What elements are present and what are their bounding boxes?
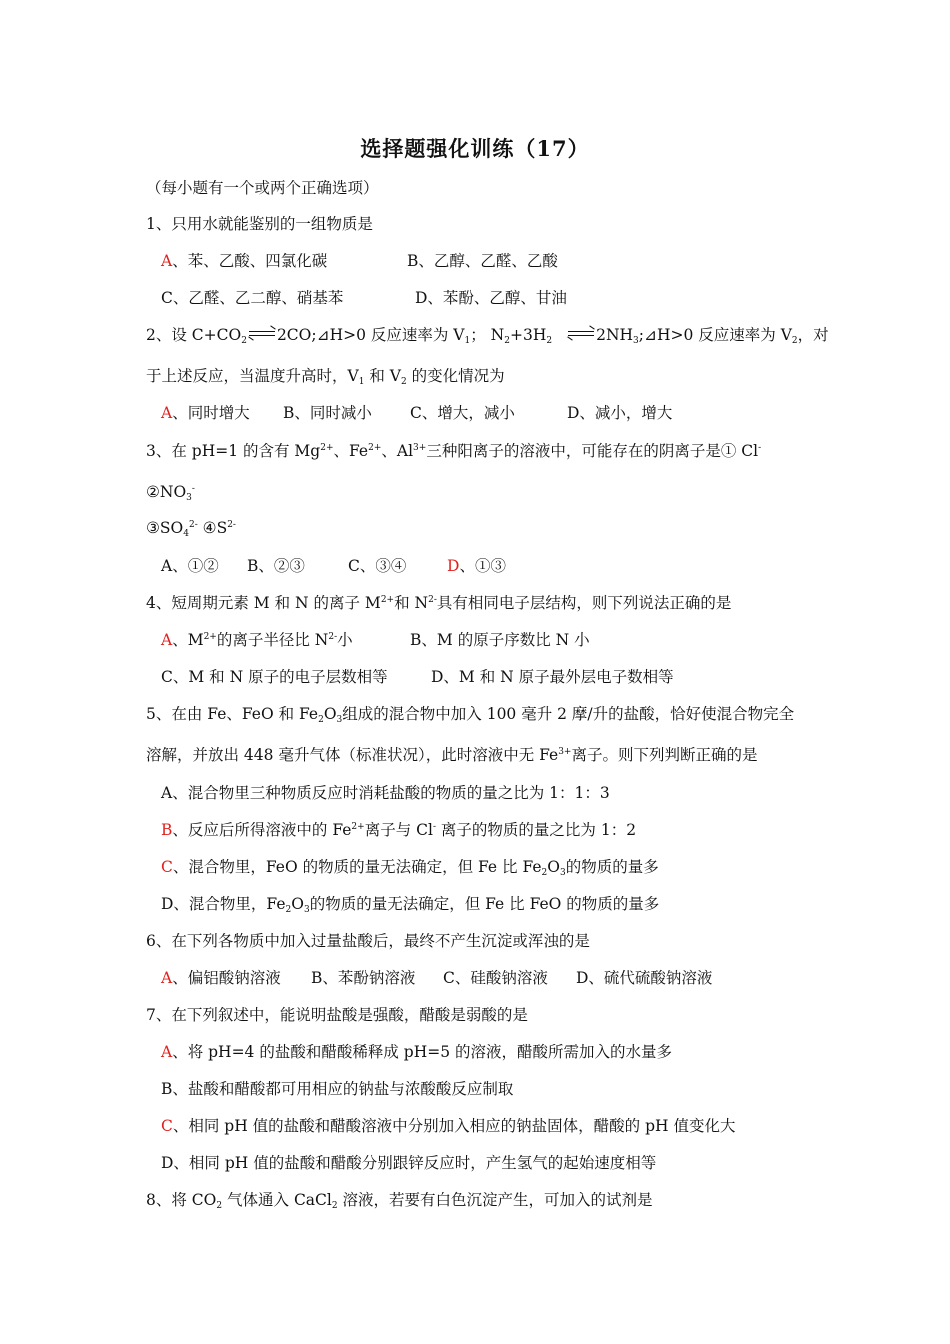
q5-subscript: 3 — [303, 905, 310, 915]
q6-option-b: B、苯酚钠溶液 — [311, 969, 416, 987]
q4-option-a-text: 小 — [337, 631, 353, 649]
q1-option-d: D、苯酚、乙醇、甘油 — [415, 289, 567, 307]
q3-superscript: 2- — [227, 520, 236, 530]
reversible-arrow-icon — [249, 329, 275, 339]
question-2-stem-line2 — [146, 366, 505, 386]
q5-option-b-text: 离子的物质的量之比为 1：2 — [435, 821, 637, 839]
q2-text: 2CO;⊿H>0 反应速率为 V — [276, 326, 465, 344]
q6-option-d: D、硫代硫酸钠溶液 — [576, 969, 713, 987]
q6-option-a-letter: A — [161, 969, 173, 987]
q2-subscript: 1 — [464, 336, 471, 346]
q2-option-c: C、增大，减小 — [410, 404, 515, 422]
q3-superscript: 2+ — [320, 443, 334, 453]
q4-text: 和 N — [394, 594, 429, 612]
q8-text: 溶液，若要有白色沉淀产生，可加入的试剂是 — [337, 1191, 653, 1209]
q1-option-a-text: 、苯、乙酸、四氯化碳 — [172, 252, 328, 270]
q2-text: +3H — [509, 326, 547, 344]
q4-superscript: 2- — [328, 632, 338, 642]
q4-option-a-letter: A — [161, 631, 173, 649]
question-4-stem — [146, 593, 731, 613]
q4-option-a-text: 、M — [172, 631, 204, 649]
q5-option-b-letter: B — [161, 821, 173, 839]
q3-text: 3、在 pH=1 的含有 Mg — [146, 442, 321, 460]
q3-text: 、Fe — [333, 442, 369, 460]
q3-superscript: - — [191, 484, 195, 494]
q5-text: 组成的混合物中加入 100 毫升 2 摩/升的盐酸，恰好使混合物完全 — [342, 705, 795, 723]
q3-superscript: 2+ — [368, 443, 382, 453]
q8-subscript: 2 — [216, 1201, 223, 1211]
q3-superscript: - — [758, 443, 762, 453]
q2-option-d: D、减小，增大 — [567, 404, 673, 422]
q5-option-c-text: O — [547, 858, 560, 876]
q3-option-c: C、③④ — [348, 557, 407, 575]
q3-superscript: 3+ — [413, 443, 427, 453]
q2-text: 于上述反应，当温度升高时，V — [146, 367, 359, 385]
q2-text: ，对 — [797, 326, 829, 344]
q2-text: ;⊿H>0 反应速率为 V — [638, 326, 792, 344]
question-5-stem-line2 — [146, 745, 758, 765]
q8-text: 8、将 CO — [146, 1191, 217, 1209]
q5-subscript: 3 — [559, 868, 566, 878]
q5-superscript: 2+ — [351, 822, 365, 832]
q5-subscript: 3 — [336, 715, 343, 725]
q3-subscript: 3 — [186, 493, 192, 503]
q2-subscript: 2 — [546, 336, 553, 346]
q5-option-d-text: 的物质的量无法确定，但 Fe 比 FeO 的物质的量多 — [309, 895, 660, 913]
question-5-stem-line1 — [146, 704, 794, 724]
question-7-option-b: B、盐酸和醋酸都可用相应的钠盐与浓酸酸反应制取 — [161, 1080, 514, 1098]
q2-subscript: 1 — [358, 377, 365, 387]
question-7-stem: 7、在下列叙述中，能说明盐酸是强酸，醋酸是弱酸的是 — [146, 1006, 528, 1024]
q5-superscript: 3+ — [558, 747, 572, 757]
page-title: 选择题强化训练（17） — [360, 136, 590, 161]
question-3-stem-line3 — [146, 518, 236, 538]
question-1-stem: 1、只用水就能鉴别的一组物质是 — [146, 215, 373, 233]
q3-option-b: B、②③ — [247, 557, 305, 575]
q3-superscript: 2- — [188, 520, 198, 530]
question-8-stem — [146, 1190, 653, 1210]
q4-option-d: D、M 和 N 原子最外层电子数相等 — [431, 668, 674, 686]
q2-subscript: 2 — [791, 336, 798, 346]
instruction-note: （每小题有一个或两个正确选项） — [146, 179, 379, 197]
q4-option-c: C、M 和 N 原子的电子层数相等 — [161, 668, 388, 686]
question-4-options-row2 — [161, 667, 674, 687]
question-1-options-row1 — [161, 251, 558, 271]
q2-text: 2NH — [596, 326, 634, 344]
q5-option-c-text: 、混合物里，FeO 的物质的量无法确定，但 Fe 比 Fe — [172, 858, 542, 876]
q8-subscript: 2 — [331, 1201, 338, 1211]
q7-option-c-letter: C — [161, 1117, 173, 1135]
q4-option-a-text: 的离子半径比 N — [216, 631, 329, 649]
question-1-options-row2 — [161, 288, 567, 308]
q4-superscript: 2+ — [380, 595, 395, 605]
q5-option-b-text: 、反应后所得溶液中的 Fe — [172, 821, 352, 839]
q6-option-a-text: 、偏铝酸钠溶液 — [172, 969, 281, 987]
q3-text: ②NO — [146, 483, 187, 501]
q5-subscript: 2 — [285, 905, 292, 915]
q3-option-d-letter: D — [447, 557, 460, 575]
q3-text: ④S — [197, 519, 228, 537]
q6-option-c: C、硅酸钠溶液 — [443, 969, 548, 987]
q4-option-b: B、M 的原子序数比 N 小 — [410, 631, 590, 649]
q7-option-a-letter: A — [161, 1043, 173, 1061]
q5-option-d-text: D、混合物里，Fe — [161, 895, 286, 913]
question-5-option-c — [161, 857, 659, 877]
q4-superscript: 2+ — [203, 632, 217, 642]
q2-text: 的变化情况为 — [406, 367, 505, 385]
q3-text: ③SO — [146, 519, 184, 537]
q7-option-c-text: 、相同 pH 值的盐酸和醋酸溶液中分别加入相应的钠盐固体，醋酸的 pH 值变化大 — [172, 1117, 736, 1135]
q5-subscript: 2 — [541, 868, 548, 878]
reversible-arrow-icon — [568, 329, 594, 339]
q5-text: 离子。则下列判断正确的是 — [571, 746, 758, 764]
q8-text: 气体通入 CaCl — [222, 1191, 332, 1209]
q5-option-c-text: 的物质的量多 — [565, 858, 659, 876]
q3-text: 三种阳离子的溶液中，可能存在的阴离子是① Cl — [426, 442, 759, 460]
q5-text: 5、在由 Fe、FeO 和 Fe — [146, 705, 319, 723]
q2-option-a-letter: A — [161, 404, 173, 422]
q5-option-d-text: O — [291, 895, 304, 913]
q4-superscript: 2- — [428, 595, 437, 605]
question-5-option-d — [161, 894, 659, 914]
q7-option-a-text: 、将 pH=4 的盐酸和醋酸稀释成 pH=5 的溶液，醋酸所需加入的水量多 — [172, 1043, 672, 1061]
q1-option-b: B、乙醇、乙醛、乙酸 — [407, 252, 558, 270]
q2-text: 和 V — [364, 367, 401, 385]
q2-option-b: B、同时减小 — [283, 404, 372, 422]
question-4-options-row1 — [161, 630, 590, 650]
q5-text: O — [323, 705, 337, 723]
question-2-stem-line1 — [146, 325, 829, 345]
q2-subscript: 2 — [401, 377, 407, 387]
q1-option-c: C、乙醛、乙二醇、硝基苯 — [161, 289, 344, 307]
question-2-options — [161, 403, 673, 423]
q3-option-a: A、①② — [161, 557, 219, 575]
q5-text: 溶解，并放出 448 毫升气体（标准状况），此时溶液中无 Fe — [146, 746, 559, 764]
question-5-option-a: A、混合物里三种物质反应时消耗盐酸的物质的量之比为 1：1：3 — [161, 784, 610, 802]
question-7-option-c — [161, 1116, 735, 1136]
question-7-option-d: D、相同 pH 值的盐酸和醋酸分别跟锌反应时，产生氢气的起始速度相等 — [161, 1154, 657, 1172]
q2-subscript: 3 — [633, 336, 639, 346]
q3-subscript: 4 — [183, 529, 189, 539]
q2-subscript: 2 — [241, 336, 247, 346]
q5-subscript: 2 — [318, 715, 324, 725]
q2-text: ； N — [470, 326, 505, 344]
question-7-option-a — [161, 1042, 672, 1062]
question-3-stem-line1 — [146, 441, 761, 461]
question-5-option-b — [161, 820, 636, 840]
q5-superscript: - — [432, 822, 436, 832]
q2-subscript: 2 — [504, 336, 510, 346]
q5-option-b-text: 离子与 Cl — [364, 821, 433, 839]
q3-option-d-text: 、①③ — [459, 557, 506, 575]
q1-option-a-letter: A — [161, 252, 173, 270]
q4-text: 具有相同电子层结构，则下列说法正确的是 — [436, 594, 732, 612]
question-6-options — [161, 968, 713, 988]
q3-text: 、Al — [381, 442, 414, 460]
q2-text: 2、设 C+CO — [146, 326, 242, 344]
q5-option-c-letter: C — [161, 858, 173, 876]
q2-option-a-text: 、同时增大 — [172, 404, 250, 422]
question-3-stem-line2 — [146, 482, 195, 502]
q4-text: 4、短周期元素 M 和 N 的离子 M — [146, 594, 381, 612]
question-6-stem: 6、在下列各物质中加入过量盐酸后，最终不产生沉淀或浑浊的是 — [146, 932, 590, 950]
question-3-options — [161, 556, 506, 576]
